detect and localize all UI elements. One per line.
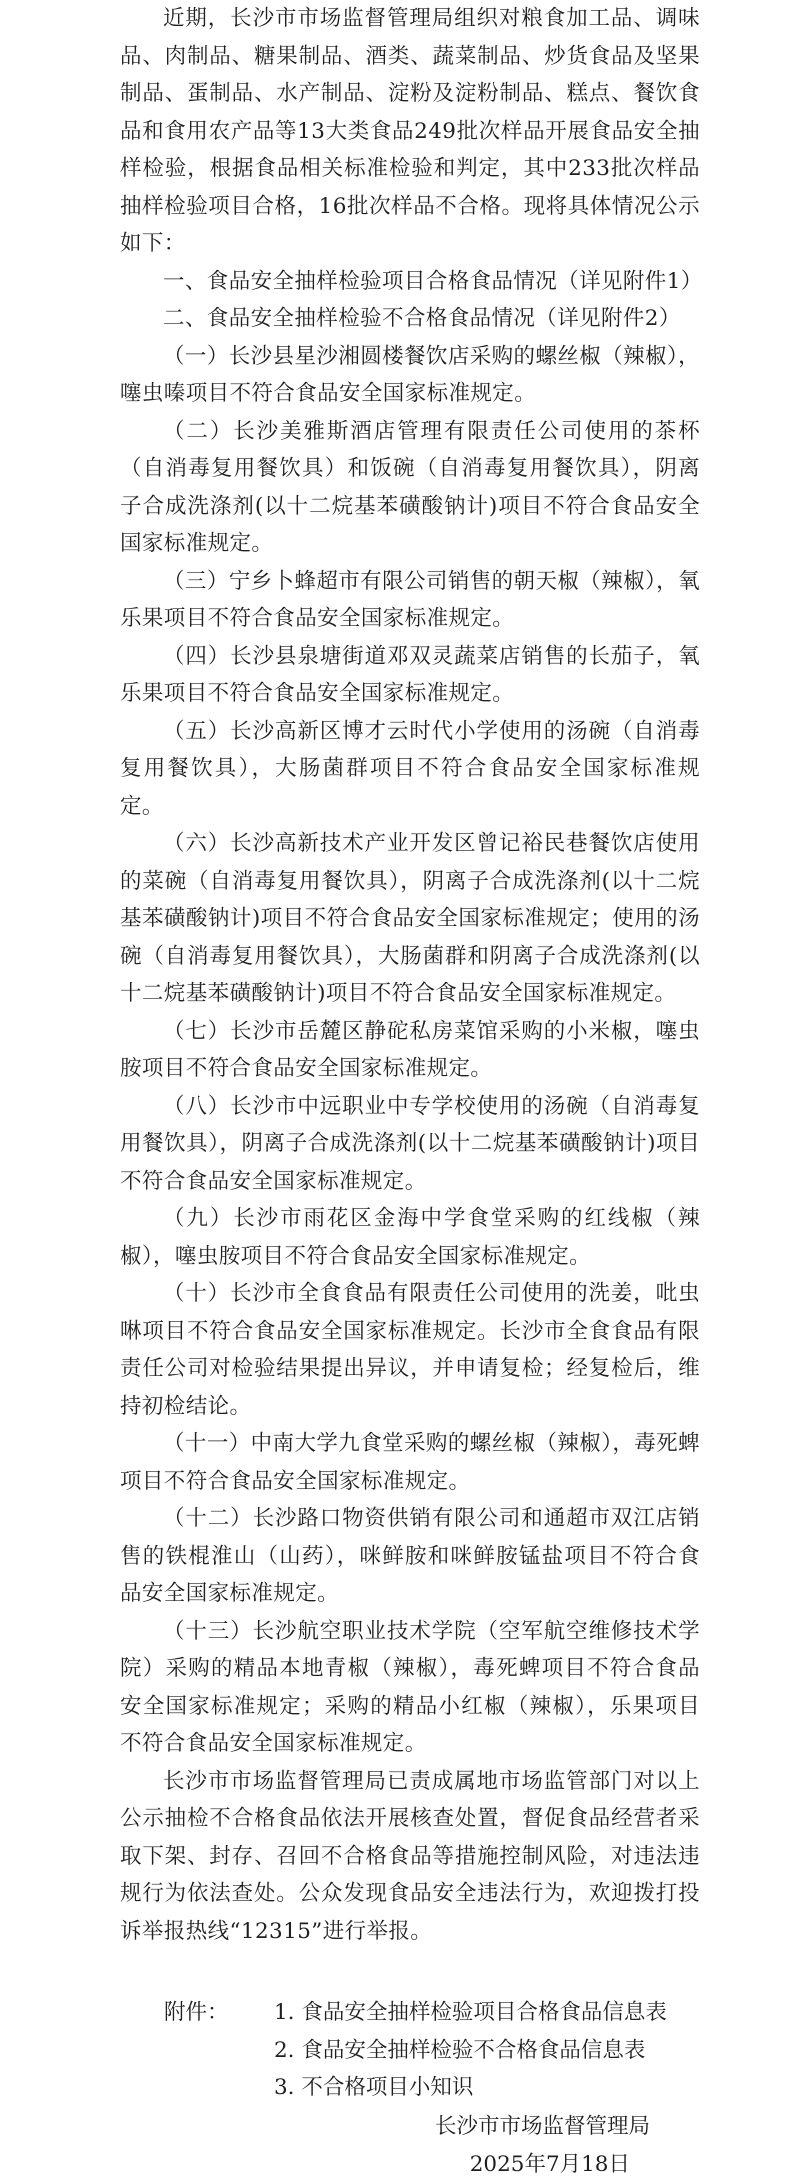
signature-date: 2025年7月18日 — [469, 2152, 630, 2177]
item-4: （四）长沙县泉塘街道邓双灵蔬菜店销售的长茄子，氧乐果项目不符合食品安全国家标准规定。 — [120, 643, 700, 706]
item-12: （十二）长沙路口物资供销有限公司和通超市双江店销售的铁棍淮山（山药），咪鲜胺和咪鲜胺锰盐项目不符合食品安全国家标准规定。 — [120, 1506, 700, 1606]
attachment-item-1: 1. 食品安全抽样检验项目合格食品信息表 — [274, 2000, 667, 2025]
item-1: （一）长沙县星沙湘圆楼餐饮店采购的螺丝椒（辣椒），噻虫嗪项目不符合食品安全国家标准规定。 — [120, 343, 700, 406]
attachment-row — [120, 1994, 700, 2032]
item-11: （十一）中南大学九食堂采购的螺丝椒（辣椒），毒死蜱项目不符合食品安全国家标准规定。 — [120, 1431, 700, 1494]
attachments-label: 附件： — [164, 2000, 229, 2025]
intro-paragraph: 近期，长沙市市场监督管理局组织对粮食加工品、调味品、肉制品、糖果制品、酒类、蔬菜制品、炒货食品及坚果制品、蛋制品、水产制品、淀粉及淀粉制品、糕点、餐饮食品和食用农产品等13大类食品249批次样品开展食品安全抽样检验，根据食品相关标准检验和判定，其中233批次样品抽样检验项目合格，16批次样品不合格。现将具体情况公示如下： — [120, 6, 700, 256]
item-5: （五）长沙高新区博才云时代小学使用的汤碗（自消毒复用餐饮具），大肠菌群项目不符合食品安全国家标准规定。 — [120, 718, 700, 819]
attachments-list — [120, 1994, 700, 2107]
attachment-row — [120, 2032, 700, 2070]
item-10: （十）长沙市全食食品有限责任公司使用的洗姜，吡虫啉项目不符合食品安全国家标准规定。长沙市全食食品有限责任公司对检验结果提出异议，并申请复检；经复检后，维持初检结论。 — [120, 1281, 700, 1419]
attachment-item-2: 2. 食品安全抽样检验不合格食品信息表 — [274, 2037, 646, 2063]
attachment-item-3: 3. 不合格项目小知识 — [274, 2075, 474, 2100]
item-13: （十三）长沙航空职业技术学院（空军航空维修技术学院）采购的精品本地青椒（辣椒），毒死蜱项目不符合食品安全国家标准规定；采购的精品小红椒（辣椒），乐果项目不符合食品安全国家标准规定。 — [120, 1618, 700, 1756]
section-one-heading: 一、食品安全抽样检验项目合格食品情况（详见附件1） — [163, 268, 703, 294]
item-2: （二）长沙美雅斯酒店管理有限责任公司使用的茶杯（自消毒复用餐饮具）和饭碗（自消毒复用餐饮具），阴离子合成洗涤剂(以十二烷基苯磺酸钠计)项目不符合食品安全国家标准规定。 — [120, 418, 700, 556]
item-8: （八）长沙市中远职业中专学校使用的汤碗（自消毒复用餐饮具），阴离子合成洗涤剂(以十二烷基苯磺酸钠计)项目不符合食品安全国家标准规定。 — [120, 1093, 700, 1194]
closing-paragraph: 长沙市市场监督管理局已责成属地市场监管部门对以上公示抽检不合格食品依法开展核查处置，督促食品经营者采取下架、封存、召回不合格食品等措施控制风险，对违法违规行为依法查处。公众发现食品安全违法行为，欢迎拨打投诉举报热线“12315”进行举报。 — [120, 1768, 700, 1944]
item-9: （九）长沙市雨花区金海中学食堂采购的红线椒（辣椒），噻虫胺项目不符合食品安全国家标准规定。 — [120, 1206, 700, 1269]
signature-organization: 长沙市市场监督管理局 — [434, 2114, 650, 2139]
item-6: （六）长沙高新技术产业开发区曾记裕民巷餐饮店使用的菜碗（自消毒复用餐饮具），阴离子合成洗涤剂(以十二烷基苯磺酸钠计)项目不符合食品安全国家标准规定；使用的汤碗（自消毒复用餐饮具），大肠菌群和阴离子合成洗涤剂(以十二烷基苯磺酸钠计)项目不符合食品安全国家标准规定。 — [120, 831, 700, 1006]
attachment-row — [120, 2069, 700, 2107]
item-3: （三）宁乡卜蜂超市有限公司销售的朝天椒（辣椒），氧乐果项目不符合食品安全国家标准规定。 — [120, 568, 700, 631]
section-two-heading: 二、食品安全抽样检验不合格食品情况（详见附件2） — [163, 306, 681, 331]
item-7: （七）长沙市岳麓区静砣私房菜馆采购的小米椒，噻虫胺项目不符合食品安全国家标准规定。 — [120, 1018, 700, 1081]
